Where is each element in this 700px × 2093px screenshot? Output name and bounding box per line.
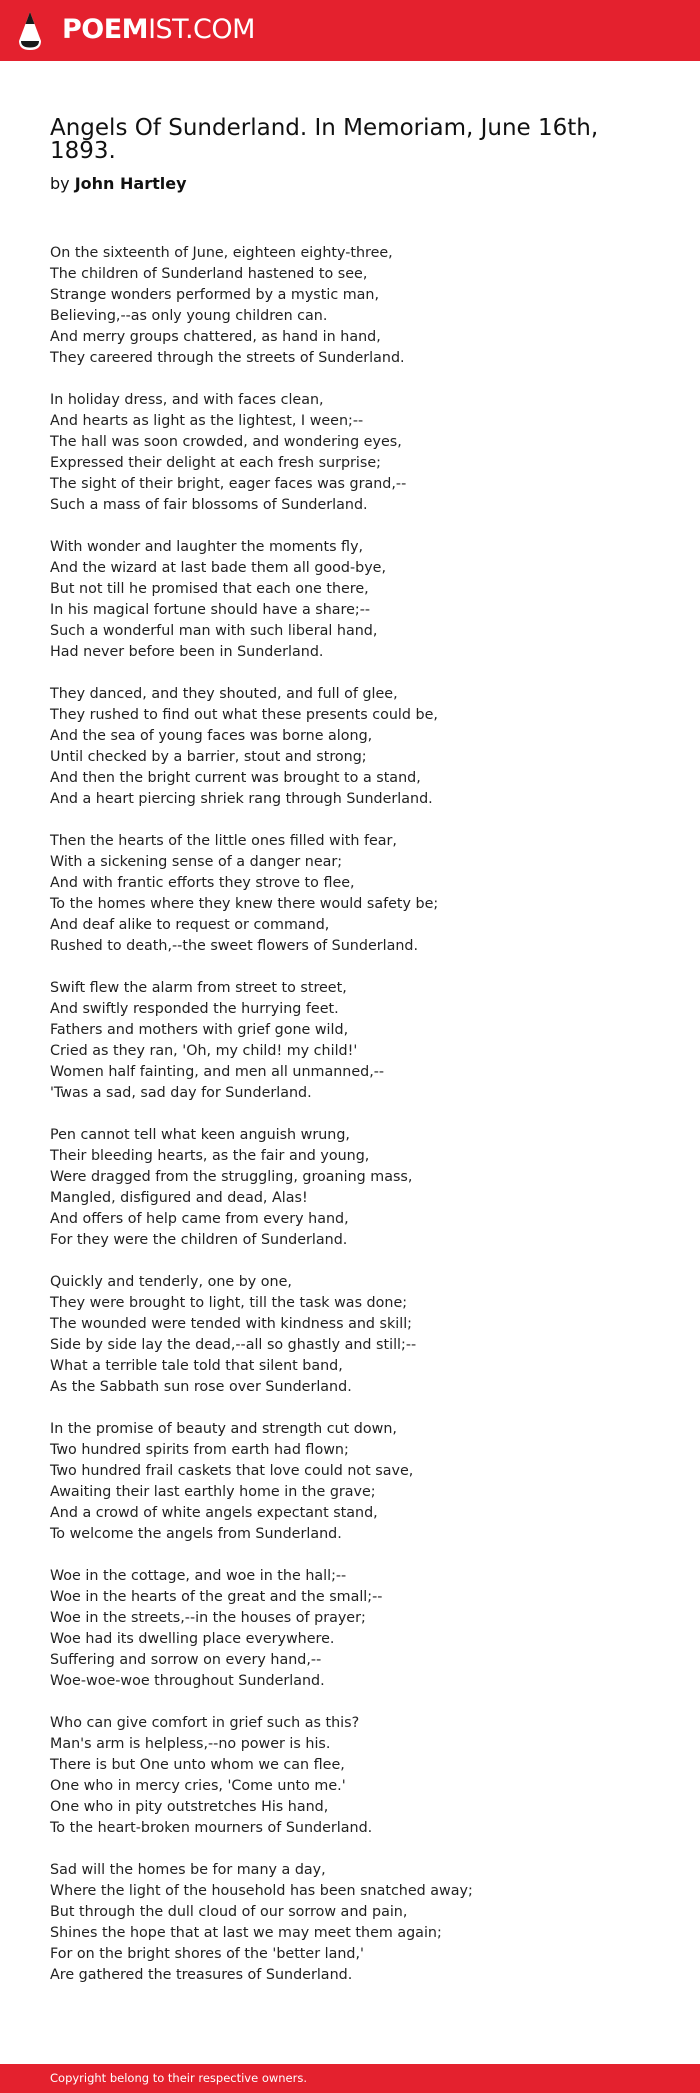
stanza [50, 1419, 660, 1545]
poem-line: Shines the hope that at last we may meet them again; [50, 1925, 442, 1941]
poem-line: With wonder and laughter the moments fly, [50, 539, 364, 555]
poem-line: To the homes where they knew there would safety be; [50, 896, 439, 912]
poem-line: With a sickening sense of a danger near; [50, 854, 343, 870]
poem-line: On the sixteenth of June, eighteen eighty-three, [50, 245, 393, 261]
poem-line: In the promise of beauty and strength cut down, [50, 1421, 397, 1437]
stanza [50, 390, 660, 516]
poem-line: But through the dull cloud of our sorrow and pain, [50, 1904, 408, 1920]
poem-line: Woe in the streets,--in the houses of prayer; [50, 1610, 366, 1626]
poem-line: And hearts as light as the lightest, I ween;-- [50, 413, 364, 429]
brand-bold: POEM [62, 14, 149, 45]
poem-line: In his magical fortune should have a share;-- [50, 602, 371, 618]
poem-line: Woe in the cottage, and woe in the hall;-- [50, 1568, 347, 1584]
stanza [50, 831, 660, 957]
poem-line: And the wizard at last bade them all good-bye, [50, 560, 387, 576]
poem-line: The sight of their bright, eager faces was grand,-- [50, 476, 407, 492]
poem-line: And the sea of young faces was borne along, [50, 728, 373, 744]
pencil-tip-icon[interactable] [17, 11, 43, 51]
poem-line: They careered through the streets of Sunderland. [50, 350, 405, 366]
poem-line: Such a mass of fair blossoms of Sunderland. [50, 497, 368, 513]
poem-line: Fathers and mothers with grief gone wild, [50, 1022, 349, 1038]
poem-line: Two hundred frail caskets that love could not save, [50, 1463, 414, 1479]
stanza [50, 537, 660, 663]
poem-line: They were brought to light, till the task was done; [50, 1295, 408, 1311]
poem-line: For they were the children of Sunderland. [50, 1232, 348, 1248]
poem-line: And with frantic efforts they strove to flee, [50, 875, 355, 891]
stanza [50, 1713, 660, 1839]
poem-line: Women half fainting, and men all unmanned,-- [50, 1064, 385, 1080]
poem-line: Awaiting their last earthly home in the grave; [50, 1484, 376, 1500]
poem-line: Sad will the homes be for many a day, [50, 1862, 326, 1878]
poem-line: What a terrible tale told that silent band, [50, 1358, 343, 1374]
stanza [50, 978, 660, 1104]
by-label: by [50, 174, 70, 193]
poem-line: Had never before been in Sunderland. [50, 644, 324, 660]
stanza [50, 243, 660, 369]
poem-line: Where the light of the household has been snatched away; [50, 1883, 473, 1899]
poem-line: Pen cannot tell what keen anguish wrung, [50, 1127, 350, 1143]
poem-line: In holiday dress, and with faces clean, [50, 392, 324, 408]
stanza [50, 1860, 660, 1986]
poem-line: Quickly and tenderly, one by one, [50, 1274, 292, 1290]
poem-line: Believing,--as only young children can. [50, 308, 328, 324]
poem-line: And a heart piercing shriek rang through Sunderland. [50, 791, 433, 807]
poem-title: Angels Of Sunderland. In Memoriam, June 16th, 1893. [50, 115, 599, 164]
poem-line: The children of Sunderland hastened to see, [50, 266, 368, 282]
poem-line: Suffering and sorrow on every hand,-- [50, 1652, 322, 1668]
poem-line: Their bleeding hearts, as the fair and young, [50, 1148, 370, 1164]
poem-line: Expressed their delight at each fresh surprise; [50, 455, 381, 471]
poem-line: The wounded were tended with kindness and skill; [50, 1316, 413, 1332]
poem-line: But not till he promised that each one there, [50, 581, 369, 597]
poem-line: They danced, and they shouted, and full of glee, [50, 686, 398, 702]
poem-line: Are gathered the treasures of Sunderland. [50, 1967, 353, 1983]
poem-line: And a crowd of white angels expectant stand, [50, 1505, 378, 1521]
poem-line: Woe-woe-woe throughout Sunderland. [50, 1673, 325, 1689]
poem-body [50, 243, 660, 2007]
poem-line: Two hundred spirits from earth had flown; [50, 1442, 349, 1458]
poem-line: For on the bright shores of the 'better land,' [50, 1946, 364, 1962]
brand-light: IST.COM [148, 14, 255, 45]
site-logo[interactable] [62, 13, 255, 47]
poem-line: To the heart-broken mourners of Sunderland. [50, 1820, 373, 1836]
poem-line: As the Sabbath sun rose over Sunderland. [50, 1379, 352, 1395]
poem-line: Side by side lay the dead,--all so ghastly and still;-- [50, 1337, 417, 1353]
poem-line: Rushed to death,--the sweet flowers of Sunderland. [50, 938, 419, 954]
site-header [0, 0, 700, 61]
poem-line: Swift flew the alarm from street to street, [50, 980, 347, 996]
poem-line: Mangled, disfigured and dead, Alas! [50, 1190, 308, 1206]
poem-line: And merry groups chattered, as hand in hand, [50, 329, 381, 345]
poem-line: Woe had its dwelling place everywhere. [50, 1631, 335, 1647]
poem-line: Strange wonders performed by a mystic man, [50, 287, 380, 303]
site-footer [0, 2064, 700, 2093]
poem-line: And swiftly responded the hurrying feet. [50, 1001, 339, 1017]
poem-line: The hall was soon crowded, and wondering eyes, [50, 434, 402, 450]
poem-line: Such a wonderful man with such liberal hand, [50, 623, 378, 639]
poem-line: To welcome the angels from Sunderland. [50, 1526, 342, 1542]
poem-line: Were dragged from the struggling, groaning mass, [50, 1169, 413, 1185]
poem-line: And deaf alike to request or command, [50, 917, 330, 933]
stanza [50, 1272, 660, 1398]
poem-line: Man's arm is helpless,--no power is his. [50, 1736, 331, 1752]
poem-line: 'Twas a sad, sad day for Sunderland. [50, 1085, 312, 1101]
poem-line: Until checked by a barrier, stout and strong; [50, 749, 367, 765]
poem-line: One who in pity outstretches His hand, [50, 1799, 329, 1815]
copyright-text: Copyright belong to their respective owners. [50, 2071, 308, 2085]
poem-line: Woe in the hearts of the great and the small;-- [50, 1589, 383, 1605]
poem-line: Who can give comfort in grief such as this? [50, 1715, 360, 1731]
stanza [50, 1566, 660, 1692]
author-link[interactable]: John Hartley [74, 174, 187, 193]
poem-line: Cried as they ran, 'Oh, my child! my child!' [50, 1043, 358, 1059]
poem-line: Then the hearts of the little ones filled with fear, [50, 833, 397, 849]
poem-line: And offers of help came from every hand, [50, 1211, 349, 1227]
poem-line: They rushed to find out what these presents could be, [50, 707, 438, 723]
stanza [50, 1125, 660, 1251]
poem-line: And then the bright current was brought to a stand, [50, 770, 421, 786]
poem-line: There is but One unto whom we can flee, [50, 1757, 345, 1773]
stanza [50, 684, 660, 810]
byline [50, 174, 187, 194]
poem-line: One who in mercy cries, 'Come unto me.' [50, 1778, 346, 1794]
